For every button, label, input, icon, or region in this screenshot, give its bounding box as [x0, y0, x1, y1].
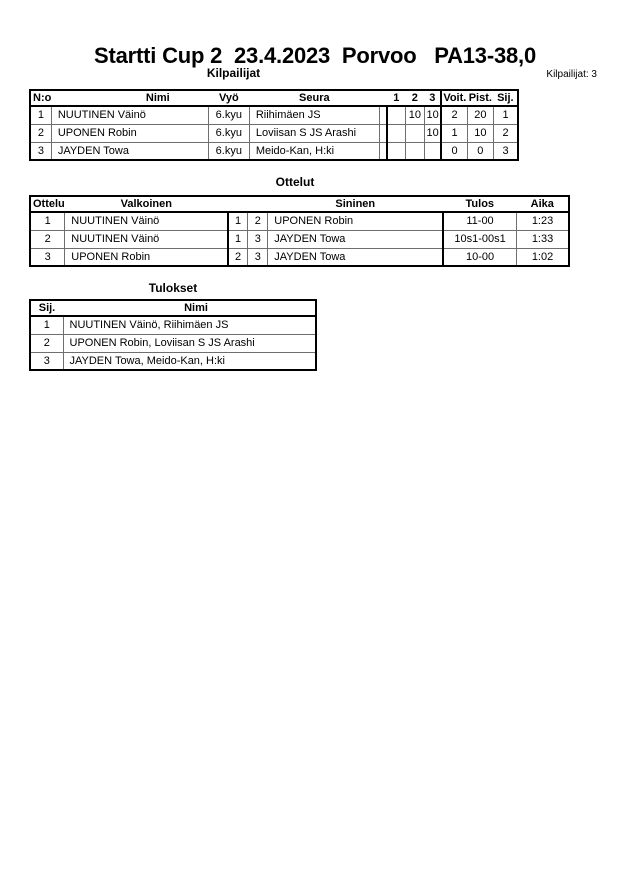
time-cell: 1:23 [517, 212, 569, 230]
white-name-cell: NUUTINEN Väinö [65, 230, 228, 248]
no-cell: 3 [30, 142, 51, 160]
white-name-cell: UPONEN Robin [65, 248, 228, 266]
blue-no-cell: 3 [248, 248, 268, 266]
score-cell-1 [387, 142, 405, 160]
score-cell-3 [424, 142, 441, 160]
header-wins: Voit. [443, 92, 467, 104]
time-cell: 1:33 [517, 230, 569, 248]
belt-cell: 6.kyu [208, 106, 249, 124]
result-name-cell: JAYDEN Towa, Meido-Kan, H:ki [63, 352, 316, 370]
section-title-matches: Ottelut [275, 175, 315, 189]
result-cell: 10s1-00s1 [443, 230, 517, 248]
club-cell: Loviisan S JS Arashi [249, 124, 379, 142]
section-title-results: Tulokset [148, 281, 198, 295]
header-time: Aika [517, 196, 569, 212]
wins-cell: 2 [441, 106, 467, 124]
blue-name-cell: JAYDEN Towa [268, 230, 443, 248]
header-club: Seura [249, 90, 379, 106]
match-no-cell: 1 [30, 212, 65, 230]
competitor-row [30, 124, 518, 142]
header-white: Valkoinen [65, 196, 228, 212]
header-match: Ottelu [30, 196, 65, 212]
gap-cell [379, 124, 387, 142]
header-points: Pist. [468, 92, 492, 104]
result-row [30, 334, 316, 352]
place-cell: 3 [30, 352, 63, 370]
score-cell-2 [405, 142, 424, 160]
match-row [30, 248, 569, 266]
score-cell-2: 10 [405, 106, 424, 124]
points-cell: 0 [467, 142, 493, 160]
white-no-cell: 1 [228, 230, 248, 248]
competitors-table [29, 89, 519, 161]
competitor-row [30, 142, 518, 160]
matches-header-row [30, 196, 569, 212]
name-cell: NUUTINEN Väinö [51, 106, 208, 124]
club-cell: Meido-Kan, H:ki [249, 142, 379, 160]
white-no-cell: 2 [228, 248, 248, 266]
header-name: Nimi [63, 300, 316, 316]
gap-cell [379, 106, 387, 124]
competitor-row [30, 106, 518, 124]
competitors-header-row [30, 90, 518, 106]
gap-cell [379, 142, 387, 160]
place-cell: 2 [30, 334, 63, 352]
belt-cell: 6.kyu [208, 142, 249, 160]
competitors-count: Kilpailijat: 3 [546, 69, 597, 80]
match-no-cell: 3 [30, 248, 65, 266]
result-cell: 10-00 [443, 248, 517, 266]
name-cell: JAYDEN Towa [51, 142, 208, 160]
header-place: Sij. [30, 300, 63, 316]
result-row [30, 316, 316, 334]
blue-no-cell: 3 [248, 230, 268, 248]
section-title-competitors: Kilpailijat [206, 66, 261, 80]
points-cell: 10 [467, 124, 493, 142]
score-cell-1 [387, 124, 405, 142]
blue-no-cell: 2 [248, 212, 268, 230]
header-round-3: 3 [424, 90, 441, 106]
place-cell: 3 [493, 142, 518, 160]
club-cell: Riihimäen JS [249, 106, 379, 124]
header-place: Sij. [493, 90, 518, 106]
white-name-cell: NUUTINEN Väinö [65, 212, 228, 230]
score-cell-1 [387, 106, 405, 124]
wins-cell: 0 [441, 142, 467, 160]
time-cell: 1:02 [517, 248, 569, 266]
header-no: N:o [30, 90, 51, 106]
white-no-cell: 1 [228, 212, 248, 230]
results-table [29, 299, 317, 371]
place-cell: 1 [30, 316, 63, 334]
header-gap [379, 90, 387, 106]
place-cell: 1 [493, 106, 518, 124]
wins-cell: 1 [441, 124, 467, 142]
header-blue: Sininen [268, 196, 443, 212]
page-title: Startti Cup 2 23.4.2023 Porvoo PA13-38,0 [94, 43, 536, 68]
header-result: Tulos [443, 196, 517, 212]
score-cell-3: 10 [424, 106, 441, 124]
header-belt: Vyö [208, 90, 249, 106]
matches-table [29, 195, 570, 267]
no-cell: 1 [30, 106, 51, 124]
header-round-1: 1 [387, 90, 405, 106]
result-row [30, 352, 316, 370]
result-name-cell: NUUTINEN Väinö, Riihimäen JS [63, 316, 316, 334]
match-no-cell: 2 [30, 230, 65, 248]
match-row [30, 230, 569, 248]
blue-name-cell: JAYDEN Towa [268, 248, 443, 266]
score-cell-2 [405, 124, 424, 142]
blue-name-cell: UPONEN Robin [268, 212, 443, 230]
place-cell: 2 [493, 124, 518, 142]
score-cell-3: 10 [424, 124, 441, 142]
header-round-2: 2 [405, 90, 424, 106]
results-header-row [30, 300, 316, 316]
header-blue-no [248, 196, 268, 212]
header-name: Nimi [51, 90, 208, 106]
belt-cell: 6.kyu [208, 124, 249, 142]
name-cell: UPONEN Robin [51, 124, 208, 142]
no-cell: 2 [30, 124, 51, 142]
result-cell: 11-00 [443, 212, 517, 230]
header-white-no [228, 196, 248, 212]
points-cell: 20 [467, 106, 493, 124]
match-row [30, 212, 569, 230]
result-name-cell: UPONEN Robin, Loviisan S JS Arashi [63, 334, 316, 352]
